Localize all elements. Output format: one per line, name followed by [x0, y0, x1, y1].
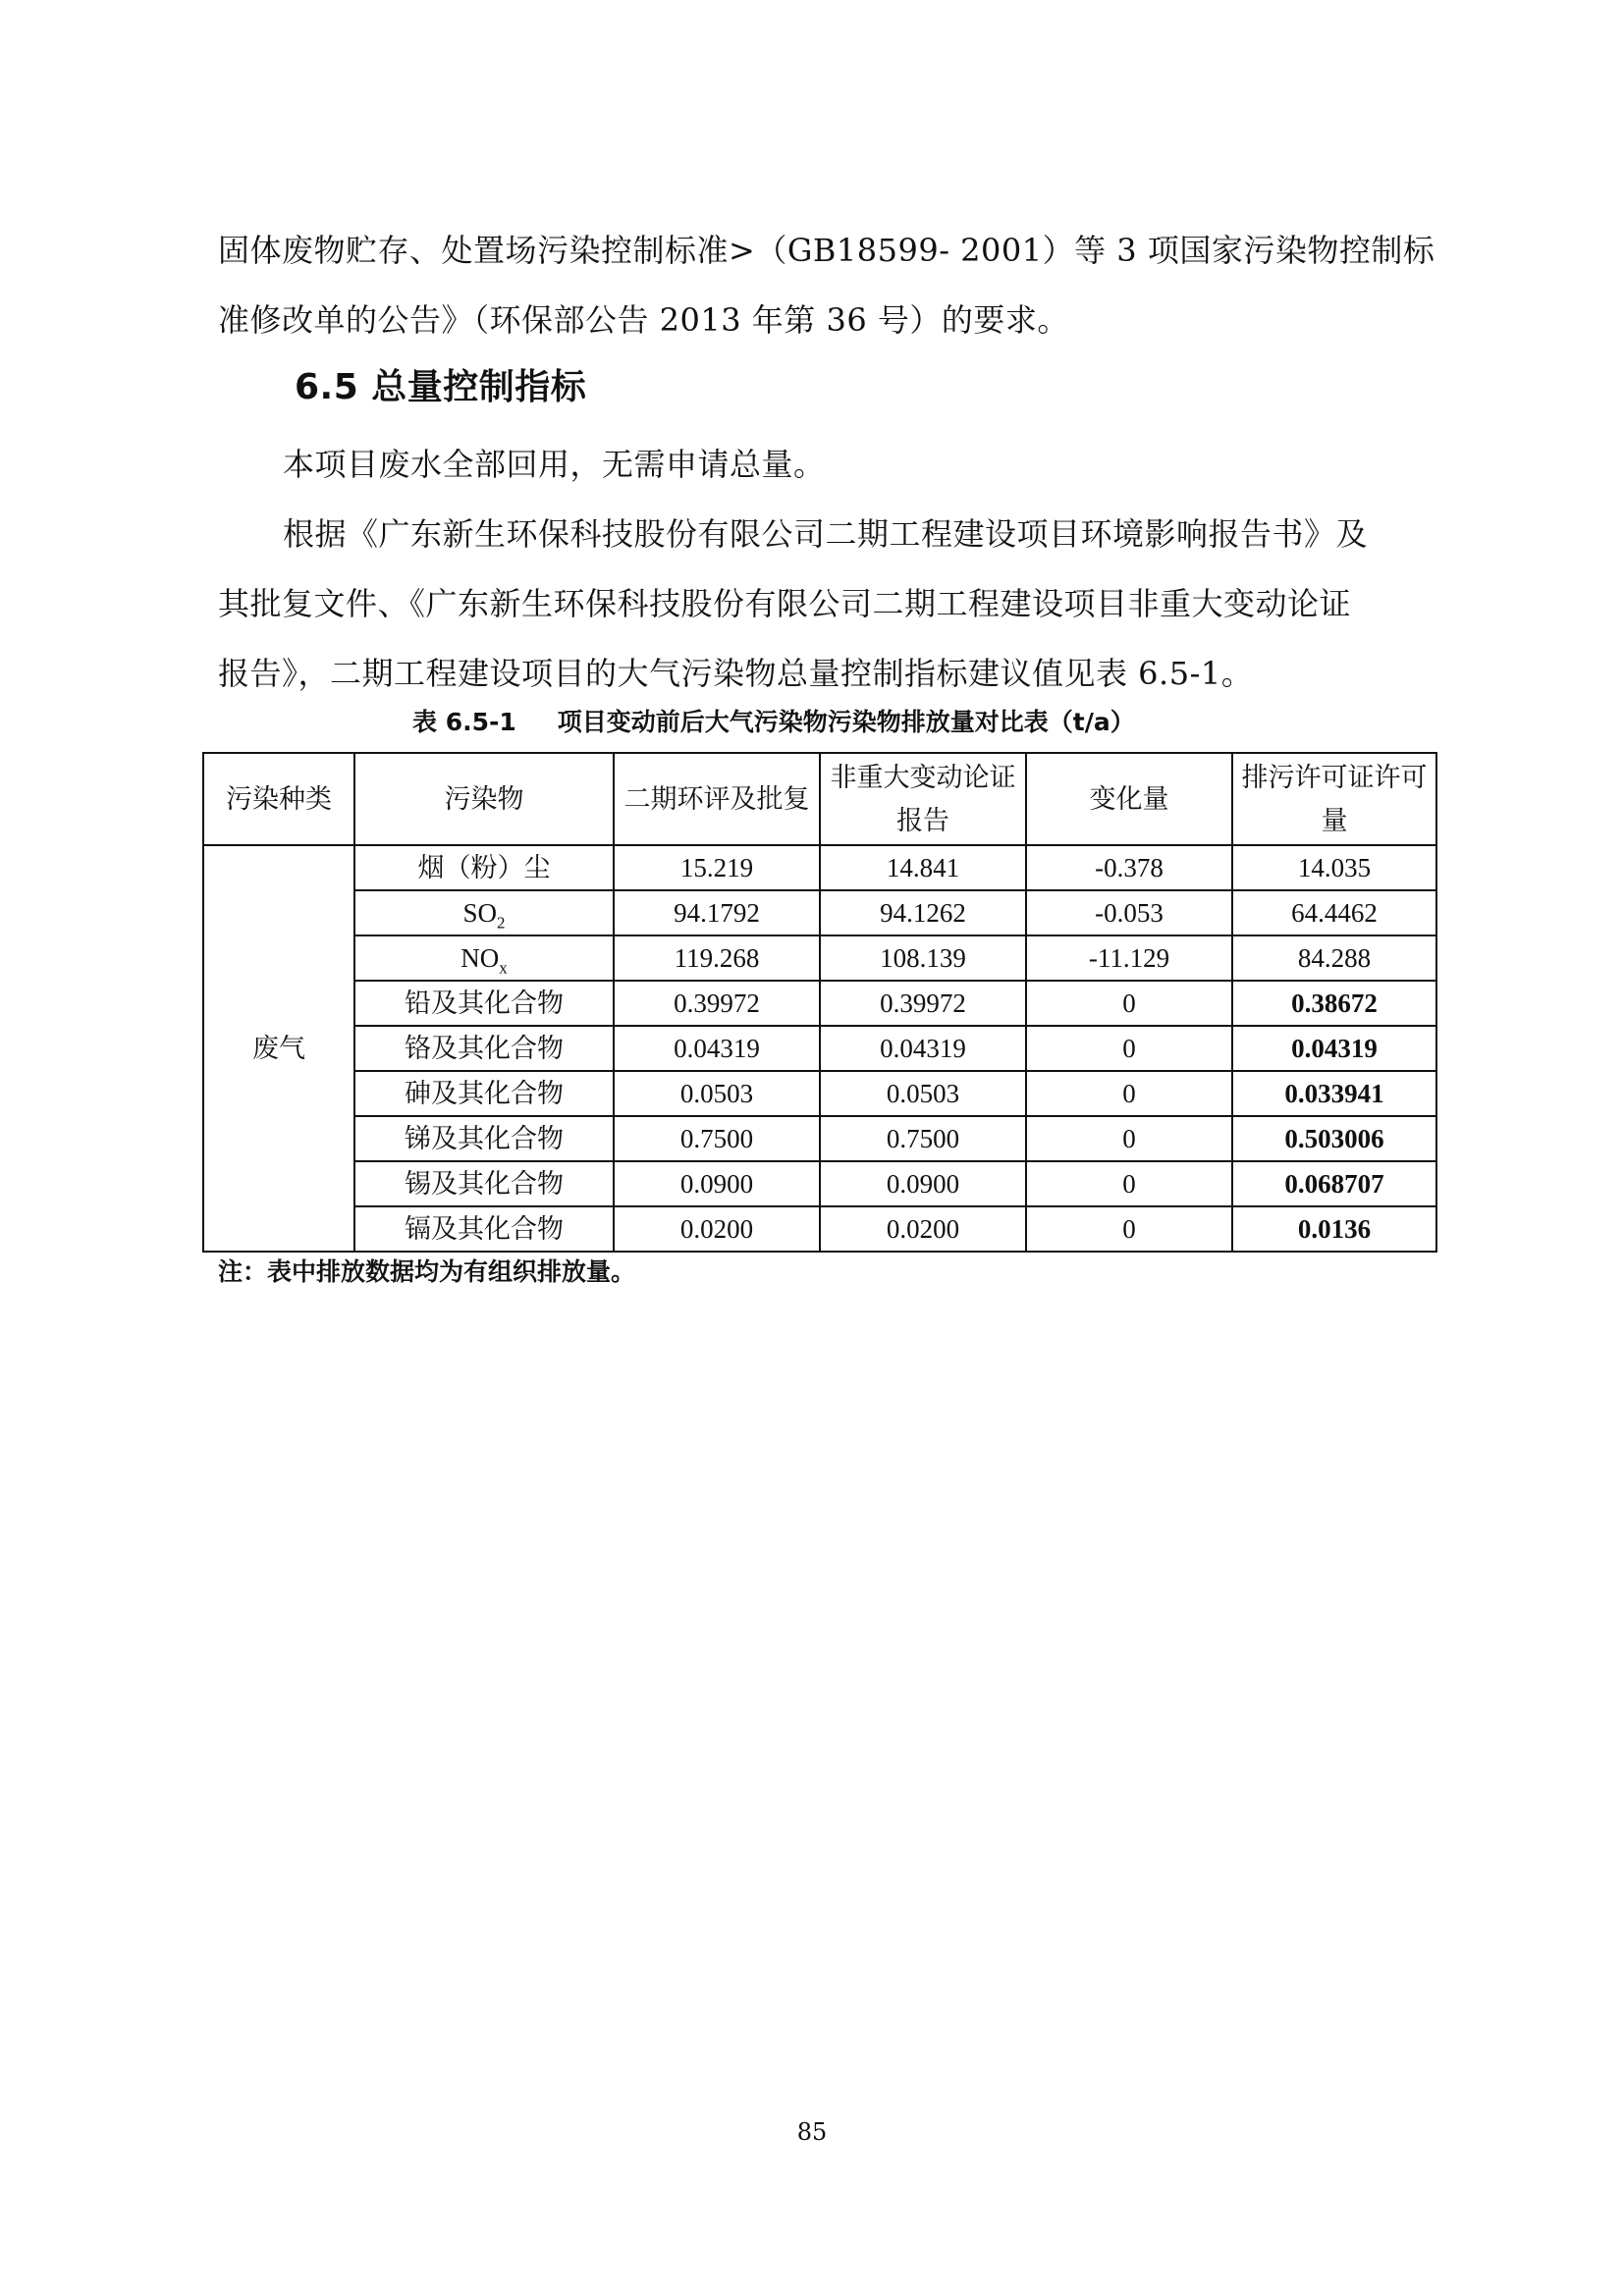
paragraph-basis-line-2: 其批复文件、《广东新生环保科技股份有限公司二期工程建设项目非重大变动论证 [218, 585, 1352, 622]
report-cell: 14.841 [820, 845, 1026, 890]
approved-cell: 0.7500 [614, 1116, 820, 1161]
report-cell: 0.7500 [820, 1116, 1026, 1161]
permit-cell: 0.068707 [1232, 1161, 1436, 1206]
pollutant-cell: 铅及其化合物 [354, 981, 614, 1026]
permit-cell: 14.035 [1232, 845, 1436, 890]
pollutant-cell [354, 935, 614, 981]
paragraph-basis-line-3: 报告》，二期工程建设项目的大气污染物总量控制指标建议值见表 6.5-1。 [218, 655, 1254, 692]
report-cell: 0.0900 [820, 1161, 1026, 1206]
category-cell: 废气 [203, 845, 354, 1252]
report-cell: 0.0200 [820, 1206, 1026, 1252]
report-cell: 0.04319 [820, 1026, 1026, 1071]
report-cell: 0.39972 [820, 981, 1026, 1026]
permit-cell: 64.4462 [1232, 890, 1436, 935]
emissions-table [202, 752, 1437, 1253]
pollutant-cell: 镉及其化合物 [354, 1206, 614, 1252]
intro-line-1: 固体废物贮存、处置场污染控制标准>（GB18599- 2001）等 3 项国家污染物控制标 [218, 232, 1435, 269]
table-row [203, 1026, 1436, 1071]
change-cell: -0.378 [1026, 845, 1232, 890]
page-number: 85 [796, 2118, 828, 2146]
approved-cell: 0.0200 [614, 1206, 820, 1252]
table-row [203, 1116, 1436, 1161]
pollutant-cell: 砷及其化合物 [354, 1071, 614, 1116]
body-paragraphs [218, 430, 1426, 709]
permit-cell: 84.288 [1232, 935, 1436, 981]
change-cell: 0 [1026, 1071, 1232, 1116]
approved-cell: 0.04319 [614, 1026, 820, 1071]
table-title: 项目变动前后大气污染物污染物排放量对比表（t/a） [557, 708, 1135, 736]
pollutant-cell: 锑及其化合物 [354, 1116, 614, 1161]
pollutant-cell: 铬及其化合物 [354, 1026, 614, 1071]
table-row [203, 1206, 1436, 1252]
pollutant-formula: SO [462, 898, 497, 928]
section-heading: 6.5 总量控制指标 [295, 367, 587, 407]
table-row [203, 935, 1436, 981]
report-cell: 94.1262 [820, 890, 1026, 935]
intro-line-2: 准修改单的公告》（环保部公告 2013 年第 36 号）的要求。 [218, 301, 1069, 339]
pollutant-subscript: x [499, 958, 508, 978]
change-cell: -0.053 [1026, 890, 1232, 935]
pollutant-formula: NO [460, 943, 500, 973]
change-cell: 0 [1026, 1116, 1232, 1161]
report-cell: 108.139 [820, 935, 1026, 981]
header-approved: 二期环评及批复 [614, 753, 820, 845]
table-row [203, 845, 1436, 890]
header-category: 污染种类 [203, 753, 354, 845]
pollutant-cell: 烟（粉）尘 [354, 845, 614, 890]
permit-cell: 0.503006 [1232, 1116, 1436, 1161]
permit-cell: 0.0136 [1232, 1206, 1436, 1252]
pollutant-subscript: 2 [497, 913, 506, 933]
table-row [203, 981, 1436, 1026]
approved-cell: 119.268 [614, 935, 820, 981]
approved-cell: 0.39972 [614, 981, 820, 1026]
approved-cell: 0.0900 [614, 1161, 820, 1206]
permit-cell: 0.04319 [1232, 1026, 1436, 1071]
report-cell: 0.0503 [820, 1071, 1026, 1116]
paragraph-basis-line-1: 根据《广东新生环保科技股份有限公司二期工程建设项目环境影响报告书》及 [283, 515, 1369, 553]
table-row [203, 1161, 1436, 1206]
header-report: 非重大变动论证报告 [820, 753, 1026, 845]
change-cell: 0 [1026, 1206, 1232, 1252]
table-number: 表 6.5-1 [412, 708, 516, 736]
paragraph-wastewater: 本项目废水全部回用，无需申请总量。 [283, 446, 826, 483]
approved-cell: 0.0503 [614, 1071, 820, 1116]
header-pollutant: 污染物 [354, 753, 614, 845]
table-header-row [203, 753, 1436, 845]
change-cell: 0 [1026, 981, 1232, 1026]
table-row [203, 890, 1436, 935]
change-cell: 0 [1026, 1161, 1232, 1206]
pollutant-cell [354, 890, 614, 935]
permit-cell: 0.38672 [1232, 981, 1436, 1026]
table-note: 注：表中排放数据均为有组织排放量。 [218, 1257, 636, 1286]
change-cell: 0 [1026, 1026, 1232, 1071]
approved-cell: 15.219 [614, 845, 820, 890]
approved-cell: 94.1792 [614, 890, 820, 935]
change-cell: -11.129 [1026, 935, 1232, 981]
header-change: 变化量 [1026, 753, 1232, 845]
table-caption [412, 703, 1135, 738]
header-permit: 排污许可证许可量 [1232, 753, 1436, 845]
permit-cell: 0.033941 [1232, 1071, 1436, 1116]
table-row [203, 1071, 1436, 1116]
intro-paragraph [218, 216, 1435, 355]
pollutant-cell: 锡及其化合物 [354, 1161, 614, 1206]
